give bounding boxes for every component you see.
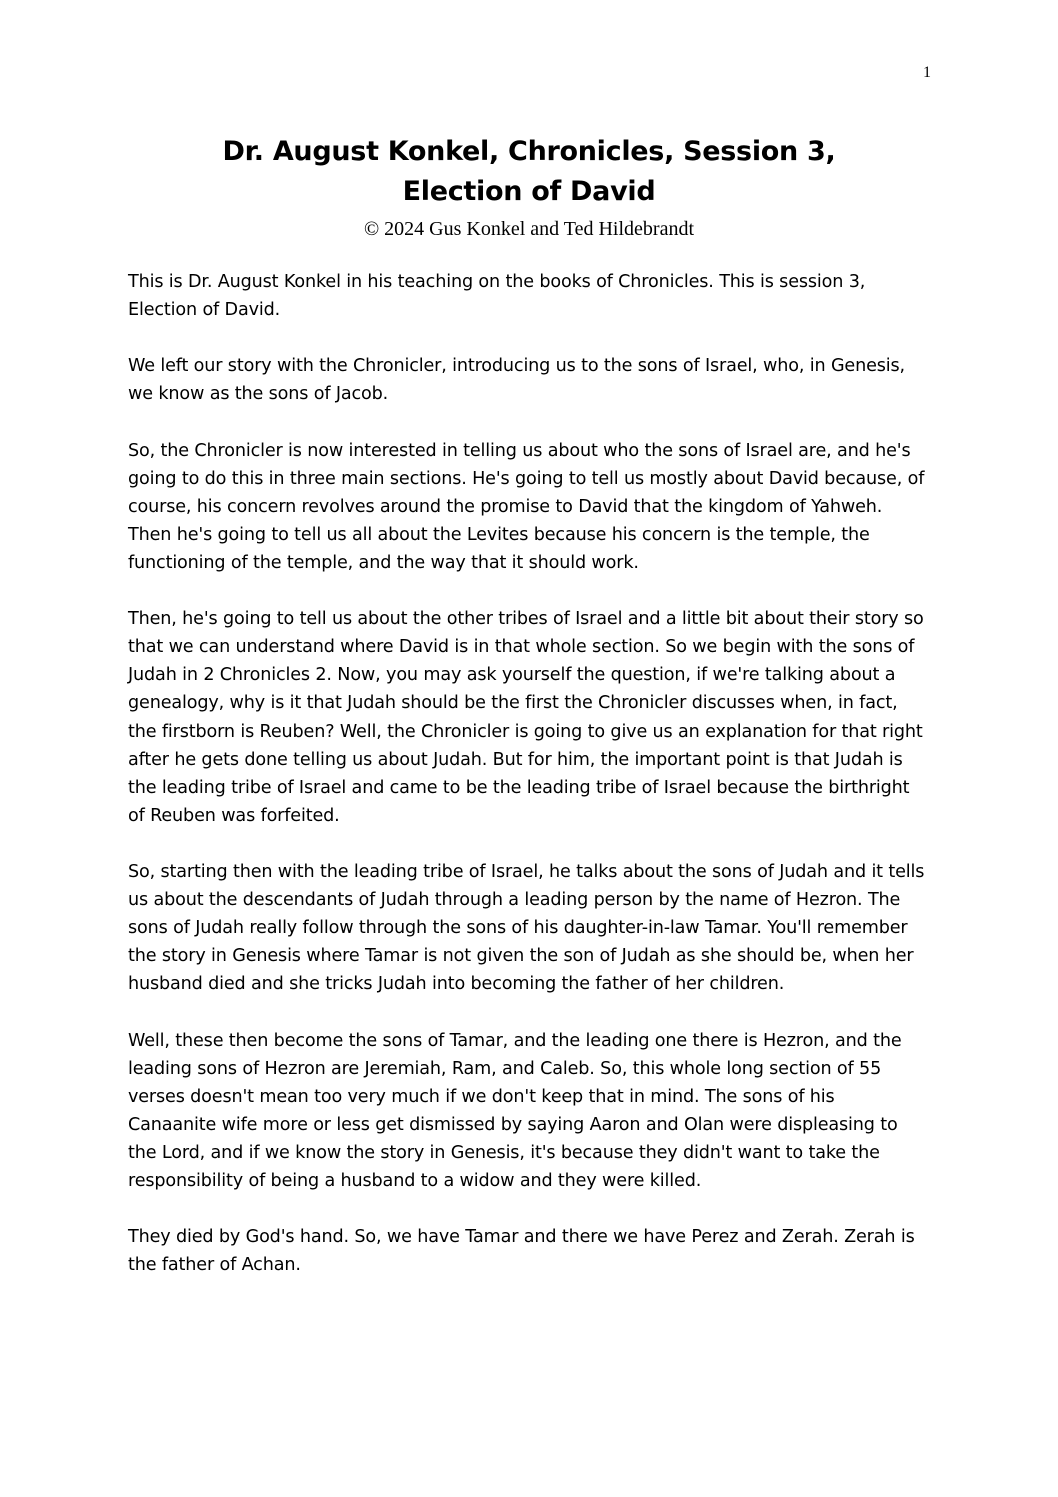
paragraph: Then, he's going to tell us about the other tribes of Israel and a little bit about their story so that we can understand where David is in that whole section. So we begin with the sons of Judah in 2 Chronicles 2. Now, you may ask yourself the question, if we're talking about a genealogy, why is it that Judah should be the first the Chronicler discusses when, in fact, the firstborn is Reuben? Well, the Chronicler is going to give us an explanation for that right after he gets done telling us about Judah. But for him, the important point is that Judah is the leading tribe of Israel and came to be the leading tribe of Israel because the birthright of Reuben was forfeited. — [128, 609, 924, 826]
document-body — [128, 268, 928, 1307]
paragraph: So, the Chronicler is now interested in telling us about who the sons of Israel are, and he's going to do this in three main sections. He's going to tell us mostly about David because, of course, his concern revolves around the promise to David that the kingdom of Yahweh. Then he's going to tell us all about the Levites because his concern is the temple, the functioning of the temple, and the way that it should work. — [128, 440, 925, 573]
title-line-1: Dr. August Konkel, Chronicles, Session 3, — [222, 136, 836, 167]
paragraph: We left our story with the Chronicler, introducing us to the sons of Israel, who, in Genesis, we know as the sons of Jacob. — [128, 356, 905, 405]
document-title — [0, 132, 1058, 212]
paragraph: This is Dr. August Konkel in his teaching on the books of Chronicles. This is session 3, Election of David. — [128, 272, 866, 321]
paragraph: Well, these then become the sons of Tamar, and the leading one there is Hezron, and the leading sons of Hezron are Jeremiah, Ram, and Caleb. So, this whole long section of 55 verses doesn't mean too very much if we don't keep that in mind. The sons of his Canaanite wife more or less get dismissed by saying Aaron and Olan were displeasing to the Lord, and if we know the story in Genesis, it's because they didn't want to take the responsibility of being a husband to a widow and they were killed. — [128, 1030, 902, 1191]
paragraph: They died by God's hand. So, we have Tamar and there we have Perez and Zerah. Zerah is the father of Achan. — [128, 1227, 915, 1276]
paragraph: So, starting then with the leading tribe of Israel, he talks about the sons of Judah and it tells us about the descendants of Judah through a leading person by the name of Hezron. The sons of Judah really follow through the sons of his daughter-in-law Tamar. You'll remember the story in Genesis where Tamar is not given the son of Judah as she should be, when her husband died and she tricks Judah into becoming the father of her children. — [128, 861, 925, 995]
page-number: 1 — [923, 64, 931, 81]
copyright-notice: © 2024 Gus Konkel and Ted Hildebrandt — [363, 218, 695, 240]
title-line-2: Election of David — [402, 176, 656, 207]
